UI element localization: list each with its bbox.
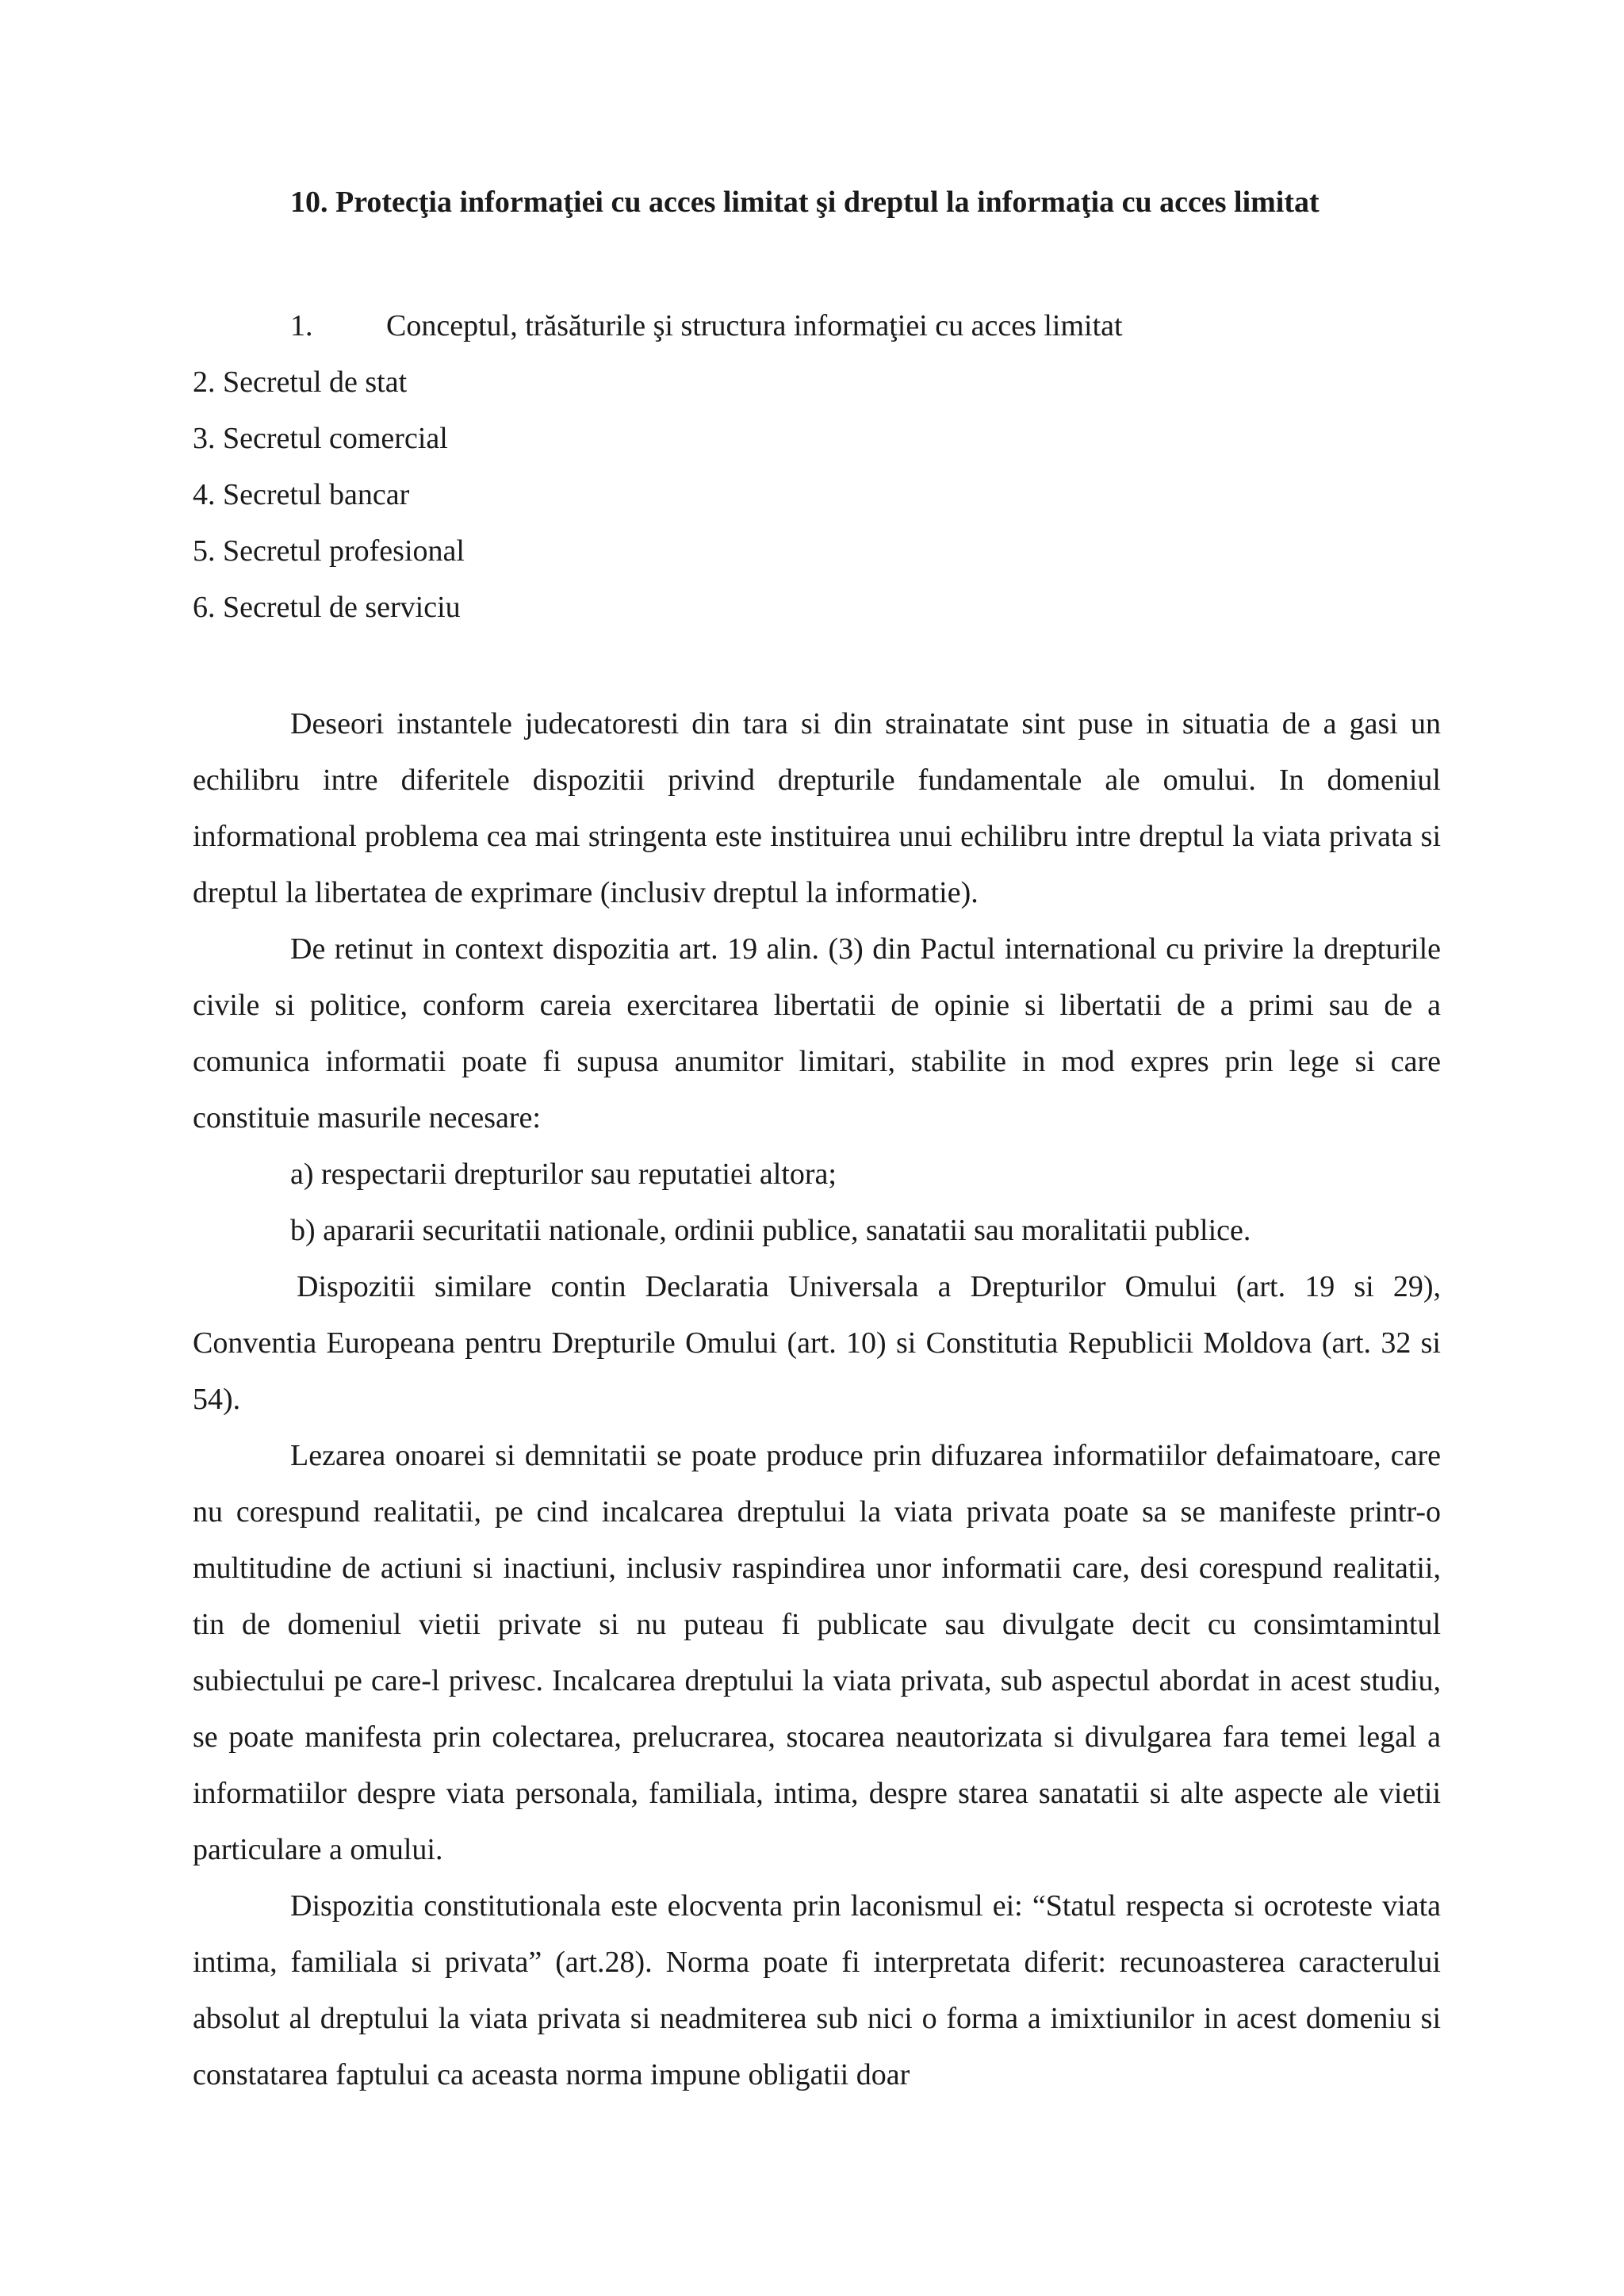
list-item: a) respectarii drepturilor sau reputatiei altora; [290, 1158, 837, 1191]
toc-item: 6. Secretul de serviciu [193, 591, 461, 624]
toc-item: 3. Secretul comercial [193, 422, 448, 455]
list-item: b) apararii securitatii nationale, ordinii publice, sanatatii sau moralitatii publice. [290, 1214, 1251, 1247]
paragraph: De retinut in context dispozitia art. 19 alin. (3) din Pactul international cu privire la drepturile civile si politice, conform careia exercitarea libertatii de opinie si libertatii de a primi sau de a comunica informatii poate fi supusa anumitor limitari, stabilite in mod expres prin lege si care constituie masurile necesare: [193, 932, 1441, 1135]
document-title: 10. Protecţia informaţiei cu acces limitat şi dreptul la informaţia cu acces limitat [290, 186, 1320, 219]
toc-item [193, 298, 1382, 354]
paragraph: Deseori instantele judecatoresti din tara si din strainatate sint puse in situatia de a gasi un echilibru intre diferitele dispozitii privind drepturile fundamentale ale omului. In domeniul informational problema cea mai stringenta este instituirea unui echilibru intre dreptul la viata privata si dreptul la libertatea de exprimare (inclusiv dreptul la informatie). [193, 707, 1441, 909]
toc-item: 4. Secretul bancar [193, 478, 410, 511]
paragraph: Dispozitii similare contin Declaratia Universala a Drepturilor Omului (art. 19 si 29), Conventia Europeana pentru Drepturile Omului (art. 10) si Constitutia Republicii Moldova (art. 32 si 54). [193, 1270, 1441, 1416]
paragraph: Dispozitia constitutionala este elocventa prin laconismul ei: “Statul respecta si ocroteste viata intima, familiala si privata” (art.28). Norma poate fi interpretata diferit: recunoasterea caracterului absolut al dreptului la viata privata si neadmiterea sub nici o forma a imixtiunilor in acest domeniu si constatarea faptului ca aceasta norma impune obligatii doar [193, 1889, 1441, 2091]
toc-item-number: 1. [290, 309, 313, 342]
body-text [193, 696, 1441, 2103]
toc-item: 5. Secretul profesional [193, 534, 465, 568]
toc-item: 2. Secretul de stat [193, 365, 408, 399]
table-of-contents [193, 298, 1382, 636]
paragraph: Lezarea onoarei si demnitatii se poate produce prin difuzarea informatiilor defaimatoare, care nu corespund realitatii, pe cind incalcarea dreptului la viata privata poate sa se manifeste printr-o multitudine de actiuni si inactiuni, inclusiv raspindirea unor informatii care, desi corespund realitatii, tin de domeniul vietii private si nu puteau fi publicate sau divulgate decit cu consimtamintul subiectului pe care-l privesc. Incalcarea dreptului la viata privata, sub aspectul abordat in acest studiu, se poate manifesta prin colectarea, prelucrarea, stocarea neautorizata si divulgarea fara temei legal a informatiilor despre viata personala, familiala, intima, despre starea sanatatii si alte aspecte ale vietii particulare a omului. [193, 1439, 1441, 1866]
toc-item-label: Conceptul, trăsăturile şi structura informaţiei cu acces limitat [386, 309, 1123, 342]
